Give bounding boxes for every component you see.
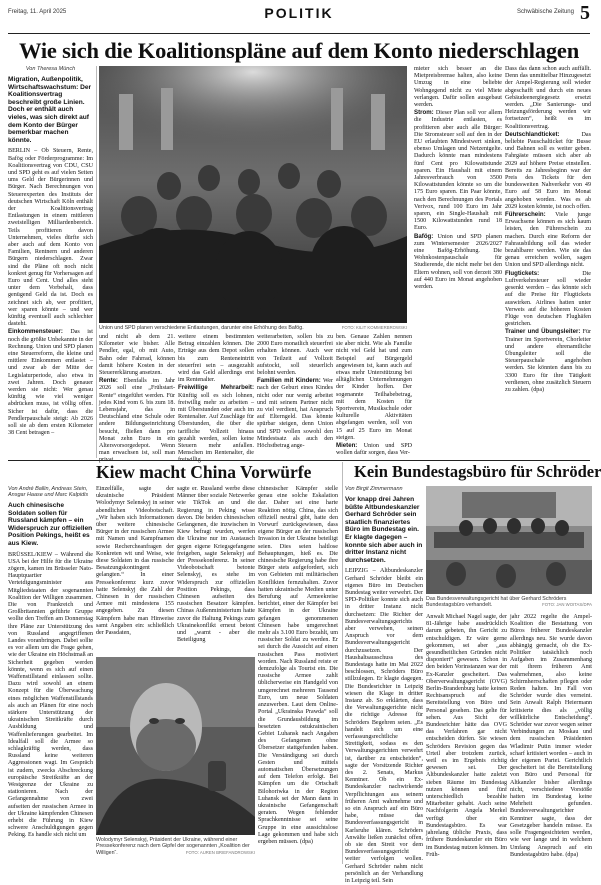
article1-column-7 <box>505 66 591 458</box>
subhead-fuehrerschein: Führerschein: <box>505 211 546 219</box>
article2-body-text: BRÜSSEL/KIEW – Während die USA bei der Hilfe für die Ukraine zögern, kamen im Brüsseler Nato-Hauptquartier Verteidigungsminister aus Mitgliedstaaten der sogenannten Koalition der Willigen zusammen. Die von Frankreich und Großbritannien geführte Gruppe wollte den Treffen am Donnerstag ihre Pläne zur Unterstützung des von Russland angegriffenen Landes voranbringen. Dabei sollte es vor allem um die Frage gehen, wie der Ukraine ein Höchstmaß an Sicherheit gegeben werden könnte, wenn es sich auf einen Waffenstillstand einlassen sollte. Dazu wird sowohl an einem Konzept für die Überwachung eines möglichen Waffenstillstands als auch an Plänen für eine noch stärkere Unterstützung der ukrainischen Streitkräfte durch Ausbildung und Waffenlieferungen gearbeitet. Im Idealfall soll die Armee so schlagkräftig werden, dass Russland keine weiteren Aggressionen wagt. Im Gespräch ist zudem, zwecks Abschreckung europäische Streitkräfte an der Westgrenze der Ukraine zu stationieren. Nach der Gefangennahme von zwei aufseiten der russischen Armee in der Ukraine kämpfenden Chinesen erhebt die Führung in Kiew schwere Anschuldigungen gegen Peking. Es handle sich nicht um <box>8 551 93 839</box>
article1-photo <box>99 66 407 323</box>
selenskyj-portrait-image <box>96 657 255 835</box>
issue-date: Freitag, 11. April 2025 <box>8 9 67 15</box>
article3-body-text: jahr 2022 regelte die Ampel-Koalition die Bestattung von Büros früherer Bundeskanzler allerdings neu. Sie wurde davon abhängig gemacht, ob die Ex-Politiker tatsächlich noch Aufgaben im Zusammenhang mit ihrem früheren Amt wahrnehmen, also keine Schirmherrschaften pflegen oder Reden halten. Im Fall von Schröder wurde dies verneint. Sein Anwalt Ralph Heiermann kritisierte dies als „völlig willkürliche Entscheidung“. Schröder war zuvor wegen seiner Verbindungen zu Moskau und dem russischen Präsidenten Wladimir Putin immer wieder scharf kritisiert worden – auch in der eigenen Partei. Gerichtlich gescheitert ist die Bereitstellung von Büro und Personal für Altkanzler bisher allerdings nicht, verschiedene Vorstöße hatten im Bundestag keine Mehrheit gefunden. Bundesverwaltungsrichter Kenntner sagte, dass der Gesetzgeber handeln müsse. Es solle Fragengesichteten werden, wie wer lange und in welchem Umfang Anspruch auf ein Bundestagsbüro habe. (dpa) <box>510 614 592 858</box>
article1-column-5 <box>336 334 412 458</box>
article1-body-text: Union und SPD planen zum Wintersemester 2026/2027 eine Bafög-Erhöhung. Die Wohnkostenpauschale für Studierende, die nicht mehr bei den Eltern wohnen, soll von derzeit 380 auf 440 Euro im Monat angehoben werden. <box>414 233 502 291</box>
article1-body-text: Für Trainer im Sportverein, Chorleiter und andere ehrenamtliche Übungsleiter soll die Steuerpauschale angehoben werden. Sie könnten dann bis zu 3300 Euro für ihre Tätigkeit verdienen, ohne zusätzlich Steuern zu zahlen. (dpa) <box>505 329 591 393</box>
article3-column-3 <box>510 614 592 864</box>
article1-column-1 <box>8 66 93 458</box>
article1-body-text: Union und SPD wollen dafür sorgen, dass Ver- <box>336 443 412 457</box>
page-header <box>8 4 590 34</box>
article1-body-text: Das ist noch die größte Unbekannte in der Rechnung. Union und SPD planen eine Steuerreform, die kleine und mittlere Einkommen entlastet – und zwar ab der Mitte der Legislaturperiode, also etwa in zwei Jahren. Doch genauer werden sie nicht: Wer genau künftig wie viel weniger abdrücken muss, ist völlig offen. Sicher ist dafür, dass die Pendlerpauschale steigt: Ab 2026 soll sie ab dem ersten Kilometer 38 Cent betragen – <box>8 329 93 437</box>
article1-column-6 <box>414 66 502 458</box>
subhead-mieten: Mieten: <box>336 442 358 450</box>
article2-caption-text: Wolodymyr Selenskyj, Präsident der Ukraine, während einer Pressekonferenz nach dem Gipfel der sogenannten „Koalition der Willigen“. <box>96 837 250 856</box>
article3-photo <box>426 486 592 594</box>
article1-body-text: mieter sich besser an die Mietpreisbremse halten, also keine Umzug in eine beliebte Wohngegend nicht zu viel Miete verlangen. Dafür sollen ausgebaut werden. <box>414 66 502 109</box>
article3-photo-credit: FOTO: JAN WOITAS/DPA <box>542 602 592 608</box>
subhead-bafoeg: Bafög: <box>414 232 434 240</box>
article2-photo-caption <box>96 837 255 856</box>
article1-body-text: Wer nach der Geburt eines Kindes nicht oder nur wenig arbeitet und mit seinem Partner nicht zu viel verdient, hat Anspruch auf Elterngeld. Das könnte spürbar steigen, denn Union und SPD wollen sowohl den Mindestsatz als auch den Höchstbetrag ange- <box>257 378 333 450</box>
bundestag-photo-image <box>99 66 407 323</box>
courtroom-photo-image <box>426 486 592 594</box>
subhead-strom: Strom: <box>414 109 434 117</box>
article3-lead: Vor knapp drei Jahren büßte Altbundeskanzler Gerhard Schröder sein staatlich finanziertes Büro im Bundestag ein. Er klagte dagegen – konnte sich aber auch in dritter Instanz nicht durchsetzen. <box>345 496 423 564</box>
article1-lead: Migration, Außenpolitik, Wirtschaftswachstum: Der Koalitionsvertrag beschreibt große Linien. Doch er enthält auch vieles, was sich direkt auf dem Konto der Bürger bemerkbar machen könnte. <box>8 76 92 144</box>
column-rule <box>342 462 343 864</box>
article1-column-3 <box>178 334 254 458</box>
subhead-trainer: Trainer und Übungsleiter: <box>505 328 581 336</box>
article1-body-text: Viele junge Erwachsene können es sich kaum leisten, den Führerschein zu machen. Durch eine Reform der Fahrausbildung soll das wieder bezahlbarer werden. Wie sie das genau erreichen wollen, sagen Union und SPD allerdings nicht. <box>505 212 591 269</box>
article3-column-2 <box>426 614 507 864</box>
article1-body-text: Künftig soll es sich lohnen, freiwillig mehr zu arbeiten – mit Überstunden oder auch im Rentenalter. Auf Zuschläge für Überstunden, die über die tarifliche Vollzeit hinaus gezahlt werden, sollen keine Steuern mehr anfallen. Menschen im Rentenalter, die <box>178 392 254 457</box>
column-rule <box>96 66 97 458</box>
article1-body-text: Dieser Plan soll vor allem die Industrie entlasten, es profitieren aber auch alle Bürger: Die Stromsteuer soll auf den in der EU erlaubten Mindestwert sinken, ebenso Umlagen und Netzentgelte. Dadurch könnte man mindestens fünf Cent pro Kilowattstunde sparen. Ein Haushalt mit einem Jahresverbrauch von 3500 Kilowattstunden könnte so um die 175 Euro sparen. Ein Paar könnte, nach den Berechnungen des Portals Verivox, rund 100 Euro im Jahr sparen, ein Single-Haushalt mit 1500 Kilowattstunden rund 18 Euro. <box>414 110 502 232</box>
article2-author: Von André Ballin, Andreas Stein, Ansgar Haase und Marc Kalpidis <box>8 486 89 498</box>
subhead-flugtickets: Flugtickets: <box>505 269 540 277</box>
newspaper-name: Schwäbische Zeitung <box>516 9 574 15</box>
article1-column-4 <box>257 334 333 458</box>
article1-photo-caption <box>99 325 407 331</box>
article2-photo <box>96 657 255 835</box>
article2-column-3 <box>177 486 255 654</box>
article1-column-2 <box>99 334 175 458</box>
article3-column-1 <box>345 486 423 885</box>
article2-column-2 <box>96 486 174 654</box>
article3-photo-caption <box>426 596 592 609</box>
article1-body-text: ben. Genaue Zahlen nennen sie aber nicht. Wie als Familie nicht viel Geld hat und zum Beispiel auf Bürgergeld angewiesen ist, kann auch auf etwas mehr Unterstützung bei alltäglichen Unternehmungen der Kinder hoffen. Der sogenannte Teilhabebetrag, mit dem Kosten für Sportverein, Musikschule oder kulturelle Aktivitäten abgefangen werden, soll von 15 auf 25 Euro im Monat steigen. <box>336 334 412 441</box>
subhead-deutschlandticket: Deutschlandticket: <box>505 130 560 138</box>
article1-body-text: Ebenfalls im Jahr 2026 soll eine „Frühstart-Rente“ eingeführt werden. Für jedes Kind vom 6. bis zum 18. Lebensjahr, das in Deutschland eine Schule oder andere Bildungseinrichtung besucht, fließen dann pro Monat zehn Euro in ein Altersvorsorgedepot. Wenn man erwachsen ist, soll man <box>99 378 175 457</box>
article1-caption-text: Union und SPD planen verschiedene Entlastungen, darunter eine Erhöhung des Bafög. <box>99 325 304 331</box>
article1-body-text: weitere einem bestimmten Betrag einzahlen können. Die Erträge aus dem Depot sollen bis zum Renteneintritt steuerfrei sein – ausgezahlt wird das Geld allerdings erst im Rentenalter. <box>178 334 254 384</box>
section-divider <box>8 460 590 461</box>
article1-body-text: Dass das dann schon auch auffällt. Denn das unmittelbar Hinzugesetzt der Ampel-Regierung soll wieder abgeschafft und durch ein neues Gebäudeenergiegesetz ersetzt werden. „Die Sanierungs- und Heizungsförderung werden wir fortsetzen“, heißt es im Koalitionsvertrag. <box>505 66 591 130</box>
article1-body-text: weiterarbeiten, sollen bis zu 2000 Euro monatlich steuerfrei erhalten können. Auch wer von Teilzeit auf Vollzeit aufstockt, soll steuerlich belohnt werden. <box>257 334 333 377</box>
article1-body-text: Die Luftverkehrsteuer soll wieder gesenkt werden – das könnte sich auf die Preise für Flugtickets auswirken. Airlines hatten unter Verweis auf die höheren Kosten Flüge von deutschen Flughäfen gestrichen. <box>505 270 591 328</box>
subhead-familien: Familien mit Kindern: <box>257 377 321 385</box>
article3-author: Von Birgit Zimmermann <box>345 486 403 492</box>
article3-body-text: LEIPZIG – Altbundeskanzler Gerhard Schröder bleibt ein eigenes Büro im Deutschen Bundestag weiter verwehrt. Der SPD-Politiker konnte sich auch in dritter Instanz nicht durchsetzen: Die Richter der Bundesverwaltungsgerichts aber verwehen, seinen Anspruch vor dem Bundesverwaltungsgericht durchzusetzen. Der Haushaltsausschuss des Bundestags hatte im Mai 2022 beschlossen, Schröders Büro stillzulegen. Er klagte dagegen. Die Bundesrichter in Leipzig wiesen die Klage in dritter Instanz ab. So erklärten, dass die Verwaltungsgerichte nicht die richtige Adresse für Schröders Begehren seien. „Es handelt sich um eine verfassungsrechtliche Streitigkeit, sodass es den Verwaltungsgerichten verwehrt ist, darüber zu entscheiden“, sagte der Vorsitzende Richter des 2. Senats, Markus Kenntner. Ob ein Ex-Bundeskanzler nachwirkende Verpflichtungen aus seinem früheren Amt wahrnehme und so ein Anspruch auf ein Büro habe, müsse das Bundesverfassungsgericht in Karlsruhe klären. Schröders Anwälte ließen zunächst offen, ob sie den Streit vor dem Bundesverfassungsgericht weiter verfolgen wollen. Gerhard Schröder nahm nicht persönlich an der Verhandlung in Leipzig teil. Sein <box>345 568 423 885</box>
article2-headline: Kiew macht China Vorwürfe <box>96 462 312 482</box>
article3-caption-text: Das Bundesverwaltungsgericht hat über Gerhard Schröders Bundestagsbüro verhandelt. <box>426 596 567 609</box>
article1-body-text: und nicht ab dem 21. Kilometer wie bisher. Alle Pendler, egal, ob mit Auto, Bahn oder Fahrrad, können damit höhere Kosten in der Steuererklärung ansetzen. <box>99 334 175 377</box>
article3-body-text: Anwalt Michael Nagel sagte, der 81-Jährige habe ausdrücklich darum gebeten, ihn Gericht zu entschuldigen. Er wäre gerne gekommen, sei aber „aus gesundheitlichen Gründen nicht disponiert“ gewesen. Schon in den beiden Vorinstanzen war der Ex-Kanzler gescheitert. Das Oberverwaltungsgericht (OVG) Berlin-Brandenburg hatte keinen Rechtsanspruch auf die Bereitstellung von Büro und Personal gesehen. Das gelte für sehen. Aus Sicht der Bundesrichter hätte das OVG das Verfahren gar nicht entscheiden dürfen. Sie wiesen Schröders Revision gegen das Urteil aber trotzdem zurück, weil es im Ergebnis richtig gewesen sei. Der Altbundeskanzler hatte zuletzt sieben Räume im Bundestag nutzen können und fünf unterschiedlich bezahlte Mitarbeiter gehabt. Auch seine Nachfolgerin Angela Merkel verfügt über ein Bundestagsbüro. Es war jahrelang übliche Praxis, dass frühere Bundeskanzler ein Büro im Bundestag nutzen können. Im Früh- <box>426 614 507 858</box>
article2-body-text: sagte er. Russland werbe diese Männer über soziale Netzwerke wie TikTok an und die Regierung in Peking wisse davon. Die beiden chinesischen Gefangenen, die inzwischen in Kiew befragt wurden, werfen die Ukraine nur im Austausch gegen eigene Kriegsgefangene freigeben, sagte Selenskyj auf der Pressekonferenz. In seiner Videobotschaft betonte Selenskyj, es stehe im Widerspruch zur offiziellen Position Pekings, dass Chinesen aufseiten des russischen Besatzer kämpfen. Chinas Außenministerium hatte zuvor die Haltung Pekings zum Ukrainekonflikt erneut betont und „warnt - aber die Beteiligung <box>177 486 255 644</box>
article2-photo-credit: FOTO: AUREN BRIEFANDROWSKI <box>185 849 255 855</box>
article1-body-text: Das beliebte Pauschalticket für Busse und Bahnen soll es weiter geben. Fahrgäste müssen sich aber ab 2029 auf höhere Preise einstellen. Bereits zu Jahresbeginn war der Preis des Tickets für den bundesweiten Nahverkehr von 49 Euro auf 58 Euro im Monat angehoben worden. Was es ab 2029 kosten könnte, ist noch offen. <box>505 131 591 210</box>
article1-photo-credit: FOTO: KILIT KOMMERBROWSKI <box>341 325 407 330</box>
article3-headline: Kein Bundestagsbüro für Schröder <box>354 462 601 481</box>
article2-column-4 <box>258 486 338 864</box>
article2-body-text: Einzelfälle, sagte der ukrainische Präsident Wolodymyr Selenskyj in seiner abendlichen Videobotschaft. „Wir haben sich Informationen über weitere chinesische Bürger in der russischen Armee mit Namen und Kampfnamen sowie Rechercheanfragen der Konkreten wit und Weise, wie diese Soldaten in das russische Besatzungskontingent gelangten.“ In einer Pressekonferenz kurz zuvor hatte Selenskyj die Zahl der Chinesen in der russischen Armee mit mindestens 155 angegeben. Zu diesen Kämpfern habe man Hinweise samt Angaben ein: schließlich der Passdaten, <box>96 486 174 637</box>
subhead-rente: Rente: <box>99 377 118 385</box>
article2-body-text: chinesischer Kämpfer stelle genau eine solche Eskalation dar. Daher sei eine harte Reaktion nötig. China, das sich offiziell neutral gibt, hatte den Vorwurf zurückgewiesen, dass eigene Bürger an der russischen Invasion in der Ukraine beteiligt seien. Dies seien haltlose Behauptungen, hieß es. Die chinesische Regierung habe ihre Bürger stets aufgefordert, sich von Gebieten mit militärischen Konflikten fernzuhalten. Zuvor hatten ukrainische Medien unter Berufung auf Armeekreise berichtet, einer der Kämpfer bei Kämpfen in der Ukraine gefangen genommenen Chinesen habe umgerechnet mehr als 3.100 Euro bezahlt, um russischer Soldat zu werden. Er sei durch die Aussicht auf einen russischen Pass motiviert worden. Nach Russland reiste er demzufolge als Tourist ein. Die russische Armee zahlt üblicherweise ein Handgeld von umgerechnet mehreren Tausend Euro, um neue Soldaten anzuwerben. Laut dem Online-Portal „Ukrainska Prawda“ soll die Grundausbildung im besetzten ostukrainischen Gebiet Luhansk nach Angaben des Gefangenen ohne Übersetzer stattgefunden haben. Die Verständigung sei durch Gesten und mittels automatischen Übersetzungen auf dem Telefon erfolgt. Bei Kämpfen um die Ortschaft Bilohoriwka in der Region Luhansk sei der Mann dann in ukrainische Gefangenschaft geraten. Wegen fehlender Sprachkenntnisse sei seine Gruppe in eine aussichtslose Lage gekommen und habe sich ergeben müssen. (dpa) <box>258 486 338 845</box>
subhead-einkommensteuer: Einkommensteuer: <box>8 328 63 336</box>
article2-column-1 <box>8 486 93 864</box>
article1-body-text: BERLIN – Ob Steuern, Rente, Bafög oder Förderprogramme: Im Koalitionsvertrag von CDU, CSU und SPD geht es auf vielen Seiten ums Geld der Bürgerinnen und Bürger. Nach Berechnungen von Steuerexperten des Instituts der deutschen Wirtschaft Köln enthält der Koalitionsvertrag Entlastungen in einem mittleren zweistelligen Milliardenbereich. Teils profitieren davon Unternehmen, vieles dürfte sich aber auch auf dem Konto von Familien, Rentnern und anderen Bürgern niederschlagen. Zwar sind die Pläne oft noch nicht konkret genug für Vorhersagen auf Euro und Cent. Und alles steht unter dem Vorbehalt, dass genügend Geld da ist. Doch es zeichnet sich ab, wer profitiert, wer sparen könnte – und wer künftig eventuell auch schlechter dasteht. <box>8 148 93 328</box>
subhead-mehrarbeit: Freiwillige Mehrarbeit: <box>178 384 254 392</box>
article1-author: Von Theresa Münch <box>25 66 76 72</box>
article2-lead: Auch chinesische Soldaten sollen für Russland kämpfen – ein Widerspruch zur offiziellen Position Pekings, heißt es aus Kiew. <box>8 502 93 547</box>
section-title: POLITIK <box>264 5 334 21</box>
page-number: 5 <box>580 2 590 24</box>
article1-headline: Wie sich die Koalitionspläne auf dem Konto niederschlagen <box>18 38 580 63</box>
